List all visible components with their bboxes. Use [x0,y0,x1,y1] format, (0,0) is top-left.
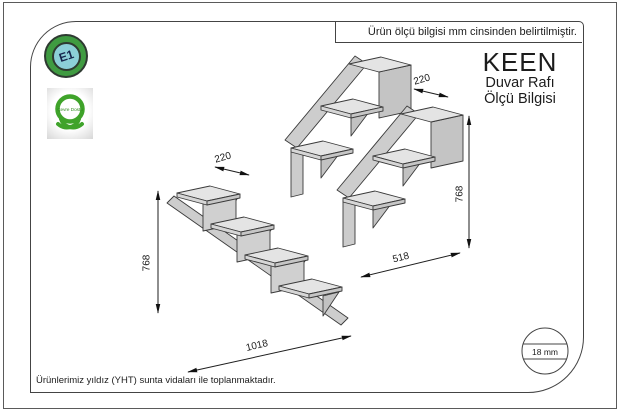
assembly-note: Ürünlerimiz yıldız (YHT) sunta vidaları ile toplanmaktadır. [36,375,276,386]
dim-label-total-width: 1018 [244,338,270,354]
dim-line-total-width [188,336,351,372]
sheet-type: Ölçü Bilgisi [484,90,556,107]
dim-label-depth-assembled: 220 [213,150,233,166]
dim-line-depth-assembled [215,167,249,175]
board-thickness-label: 18 mm [532,346,558,357]
unit-note: Ürün ölçü bilgisi mm cinsinden belirtilmiştir. [335,22,582,43]
dim-line-depth-module [414,89,448,97]
dim-label-height-assembled: 768 [141,254,153,272]
product-name: KEEN [482,47,558,77]
dim-label-module-width: 518 [391,250,411,266]
dim-label-depth-module: 220 [412,72,432,88]
e1-badge-label: E1 [56,47,76,65]
dim-label-height-module: 768 [454,185,466,203]
assembled-shelf-drawing [167,186,348,325]
dim-line-module-width [361,250,460,277]
eco-logo-label: Çevre Dostu [57,107,83,112]
product-type: Duvar Rafı [485,75,555,91]
